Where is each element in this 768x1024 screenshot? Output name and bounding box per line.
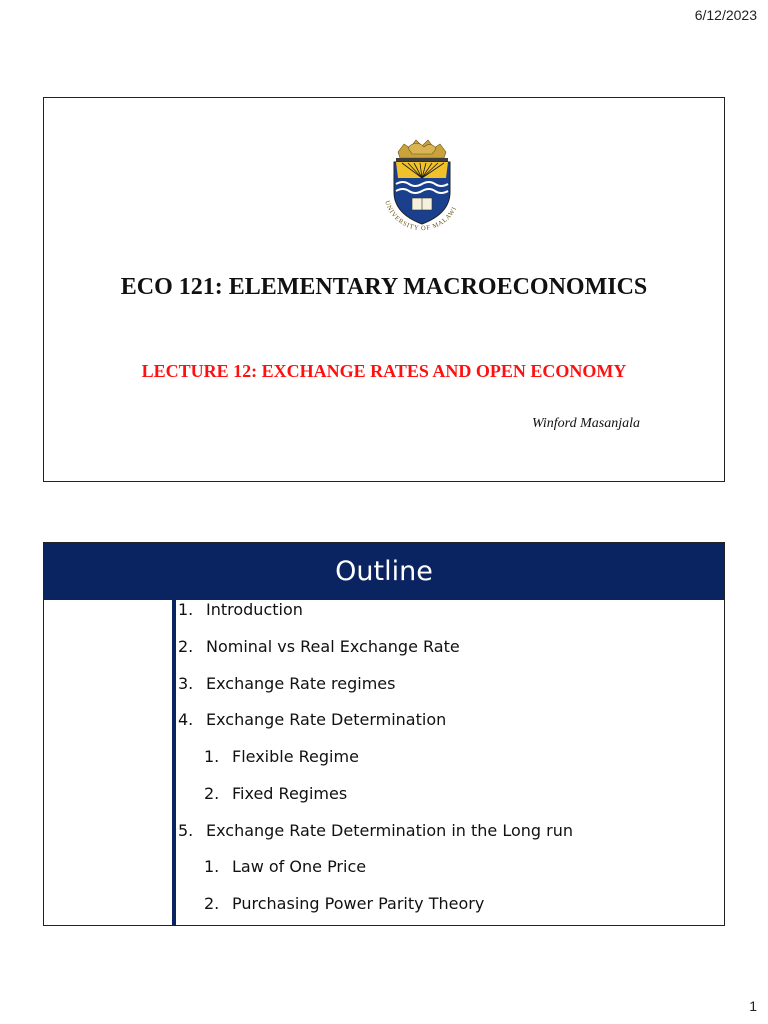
outline-item: 4. Exchange Rate Determination	[178, 710, 447, 729]
outline-item: 2. Nominal vs Real Exchange Rate	[178, 637, 460, 656]
lecture-title: LECTURE 12: EXCHANGE RATES AND OPEN ECONOMY	[141, 361, 627, 381]
outline-title: Outline	[335, 556, 433, 587]
accent-divider	[172, 600, 176, 925]
outline-subitem: 2. Fixed Regimes	[204, 784, 348, 803]
title-slide	[43, 97, 725, 482]
outline-subitem: 1. Flexible Regime	[204, 747, 359, 766]
outline-item: 3. Exchange Rate regimes	[178, 674, 396, 693]
author-name: Winford Masanjala	[532, 416, 640, 431]
outline-item: 1. Introduction	[178, 600, 303, 619]
header-date: 6/12/2023	[694, 7, 757, 23]
svg-text:UNIVERSITY OF MALAWI: UNIVERSITY OF MALAWI	[383, 199, 459, 233]
outline-item: 5. Exchange Rate Determination in the Long run	[178, 821, 574, 840]
outline-subitem: 1. Law of One Price	[204, 857, 367, 876]
course-title: ECO 121: ELEMENTARY MACROECONOMICS	[120, 274, 648, 300]
outline-slide	[43, 542, 725, 926]
outline-header	[44, 543, 724, 600]
page-number: 1	[749, 998, 757, 1014]
outline-subitem: 2. Purchasing Power Parity Theory	[204, 894, 485, 913]
university-crest-icon	[374, 134, 470, 244]
